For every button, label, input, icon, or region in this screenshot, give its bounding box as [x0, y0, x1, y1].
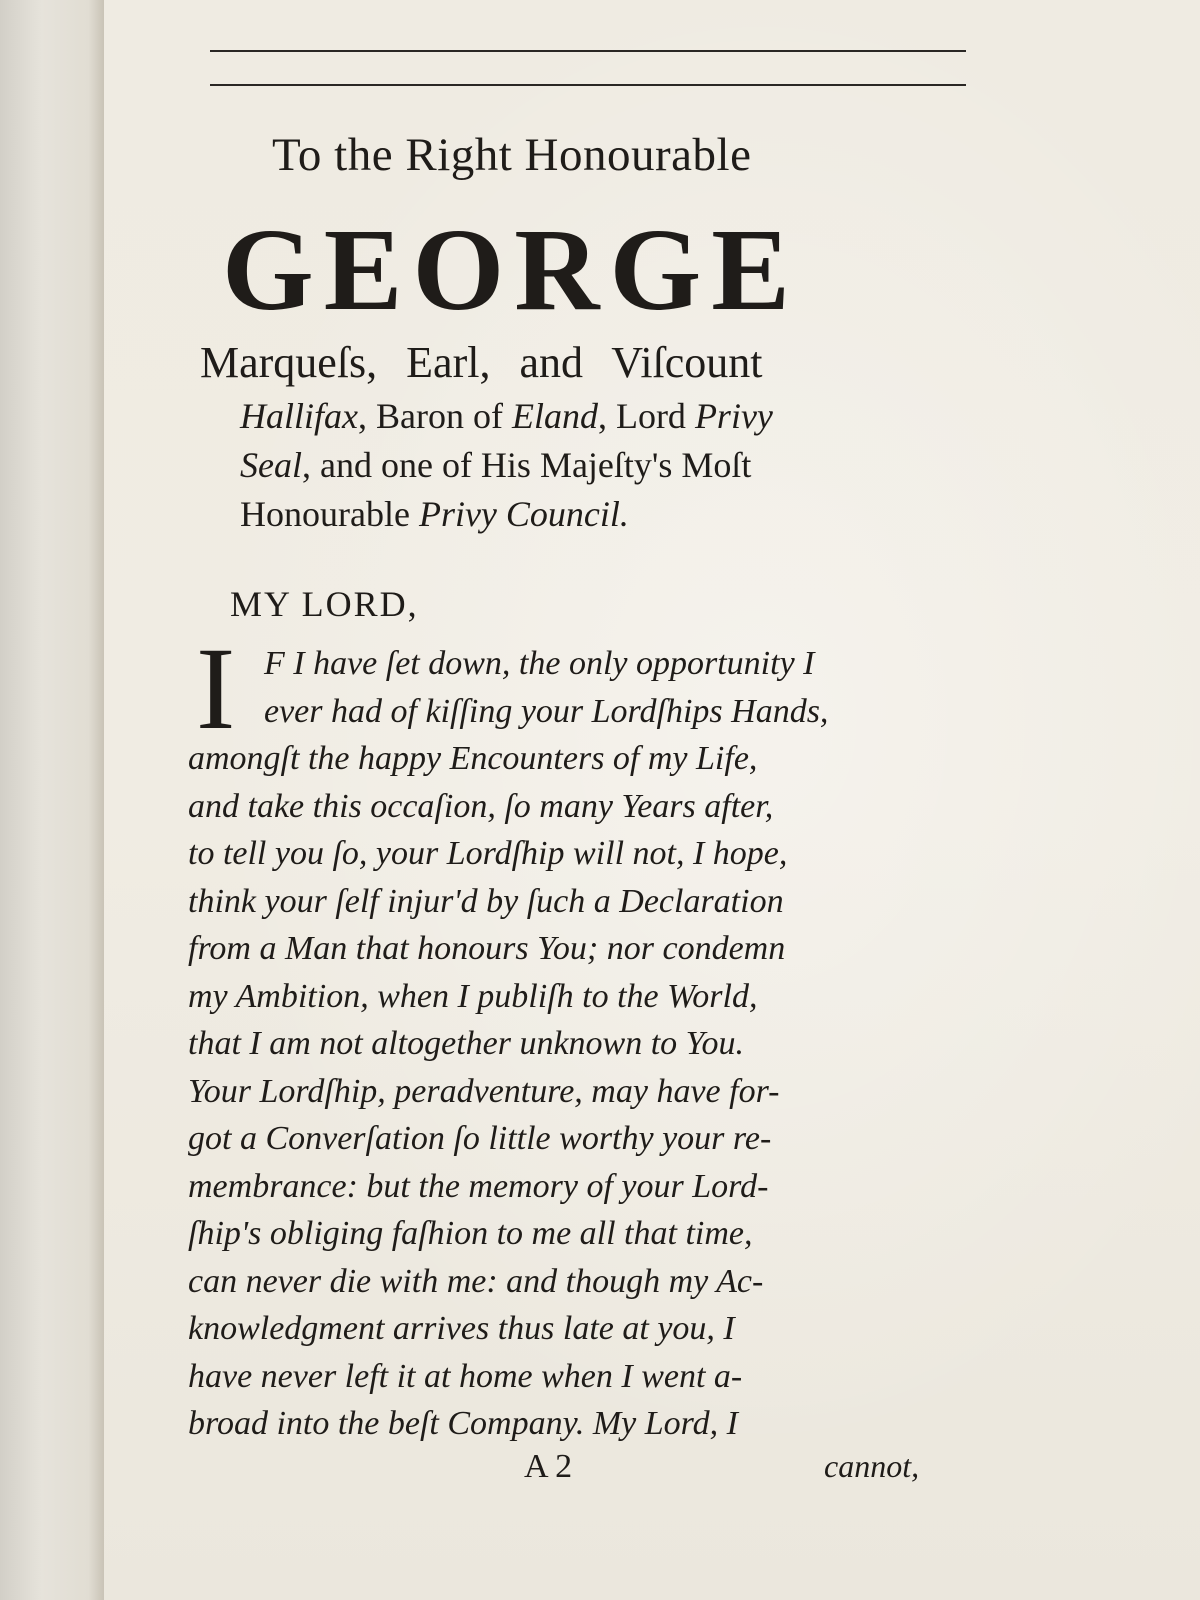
body-line: have never left it at home when I went a-	[188, 1357, 743, 1395]
text-majesty: , and one of His Majeſty's Moſt	[301, 445, 752, 485]
second-rule	[210, 84, 966, 86]
body-line: from a Man that honours You; nor condemn	[188, 930, 786, 967]
previous-page-edge	[0, 0, 105, 1600]
text-seal: Seal	[240, 445, 302, 485]
body-line: can never die with me: and though my Ac-	[188, 1262, 764, 1300]
dedicatee-line-6	[240, 493, 629, 535]
place-eland: Eland	[511, 396, 598, 436]
body-line: Your Lordſhip, peradventure, may have for-	[188, 1072, 780, 1110]
body-line: my Ambition, when I publiſh to the World,	[188, 977, 758, 1015]
text-baron-of: , Baron of	[357, 396, 512, 436]
top-rule	[210, 50, 966, 52]
dedication-page	[104, 0, 1200, 1600]
body-line: ſhip's obliging faſhion to me all that time,	[188, 1215, 753, 1252]
body-line: broad into the beſt Company. My Lord, I	[188, 1405, 738, 1442]
body-line: membrance: but the memory of your Lord-	[188, 1167, 769, 1205]
text-privy-council: Privy Council.	[418, 494, 629, 534]
dedicatee-line-5	[240, 444, 751, 486]
dedicatee-line-4	[240, 395, 773, 437]
text-lord: , Lord	[597, 396, 695, 436]
dedicatee-name: GEORGE	[222, 204, 800, 335]
body-line: think your ſelf injur'd by ſuch a Declaration	[188, 882, 784, 920]
body-line: ever had of kiſſing your Lordſhips Hands,	[264, 692, 829, 730]
body-line: F I have ſet down, the only opportunity I	[264, 645, 815, 682]
dedication-heading: To the Right Honourable	[272, 129, 752, 181]
place-hallifax: Hallifax	[240, 396, 358, 436]
body-line: and take this occaſion, ſo many Years after,	[188, 787, 774, 825]
body-line: amongſt the happy Encounters of my Life,	[188, 740, 758, 777]
body-line: knowledgment arrives thus late at you, I	[188, 1310, 735, 1347]
drop-cap: I	[196, 623, 236, 754]
dedicatee-titles: Marqueſs, Earl, and Viſcount	[200, 338, 763, 387]
text-honourable: Honourable	[240, 494, 419, 534]
body-line: that I am not altogether unknown to You.	[188, 1025, 744, 1062]
salutation: MY LORD,	[230, 584, 419, 624]
signature-mark: A 2	[524, 1448, 573, 1485]
text-privy: Privy	[694, 396, 773, 436]
body-line: got a Converſation ſo little worthy your re-	[188, 1120, 772, 1157]
body-line: to tell you ſo, your Lordſhip will not, I hope,	[188, 835, 788, 872]
catchword: cannot,	[824, 1448, 920, 1484]
